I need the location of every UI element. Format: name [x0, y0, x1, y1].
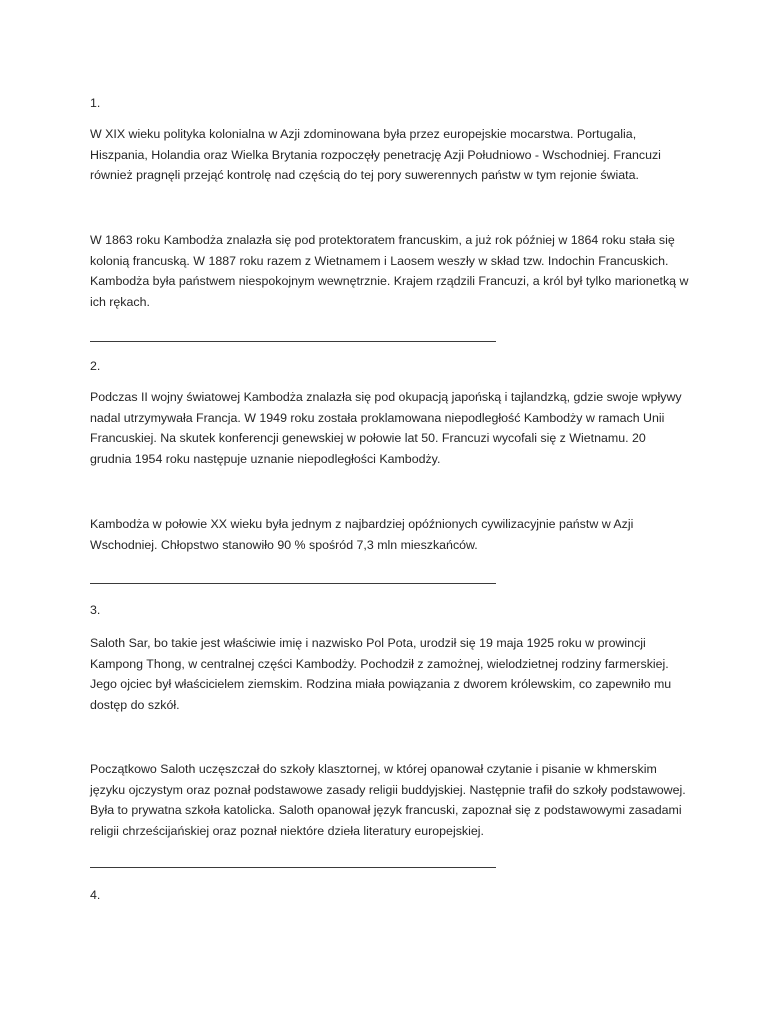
section-divider	[90, 341, 496, 342]
section-number: 1.	[90, 96, 101, 110]
paragraph: W 1863 roku Kambodża znalazła się pod protektoratem francuskim, a już rok później w 1864 roku stała się kolonią francuską. W 1887 roku razem z Wietnamem i Laosem weszły w skład tzw. Indochin Francuskich. Kambodża była państwem niespokojnym wewnętrznie. Krajem rządzili Francuzi, a król był tylko marionetką w ich rękach.	[90, 233, 689, 309]
paragraph: Kambodża w połowie XX wieku była jednym z najbardziej opóźnionych cywilizacyjnie państw w Azji Wschodniej. Chłopstwo stanowiło 90 % spośród 7,3 mln mieszkańców.	[90, 517, 634, 552]
paragraph: Podczas II wojny światowej Kambodża znalazła się pod okupacją japońską i tajlandzką, gdzie swoje wpływy nadal utrzymywała Francja. W 1949 roku została proklamowana niepodległość Kambodży w ramach Unii Francuskiej. Na skutek konferencji genewskiej w połowie lat 50. Francuzi wycofali się z Wietnamu. 20 grudnia 1954 roku następuje uznanie niepodległości Kambodży.	[90, 390, 682, 466]
paragraph: Początkowo Saloth uczęszczał do szkoły klasztornej, w której opanował czytanie i pisanie w khmerskim języku ojczystym oraz poznał podstawowe zasady religii buddyjskiej. Następnie trafił do szkoły podstawowej. Była to prywatna szkoła katolicka. Saloth opanował język francuski, zapoznał się z podstawowymi zasadami religii chrześcijańskiej oraz poznał niektóre dzieła literatury europejskiej.	[90, 762, 686, 838]
section-divider	[90, 867, 496, 868]
section-number: 2.	[90, 359, 101, 373]
section-number: 3.	[90, 603, 101, 617]
paragraph: Saloth Sar, bo takie jest właściwie imię i nazwisko Pol Pota, urodził się 19 maja 1925 roku w prowincji Kampong Thong, w centralnej części Kambodży. Pochodził z zamożnej, wielodzietnej rodziny farmerskiej. Jego ojciec był właścicielem ziemskim. Rodzina miała powiązania z dworem królewskim, co zapewniło mu dostęp do szkół.	[90, 636, 672, 712]
section-divider	[90, 583, 496, 584]
paragraph: W XIX wieku polityka kolonialna w Azji zdominowana była przez europejskie mocarstwa. Portugalia, Hiszpania, Holandia oraz Wielka Brytania rozpoczęły penetrację Azji Południowo - Wschodniej. Francuzi również pragnęli przejąć kontrolę nad częścią do tej pory suwerennych państw w tym rejonie świata.	[90, 127, 661, 182]
section-number: 4.	[90, 888, 101, 902]
